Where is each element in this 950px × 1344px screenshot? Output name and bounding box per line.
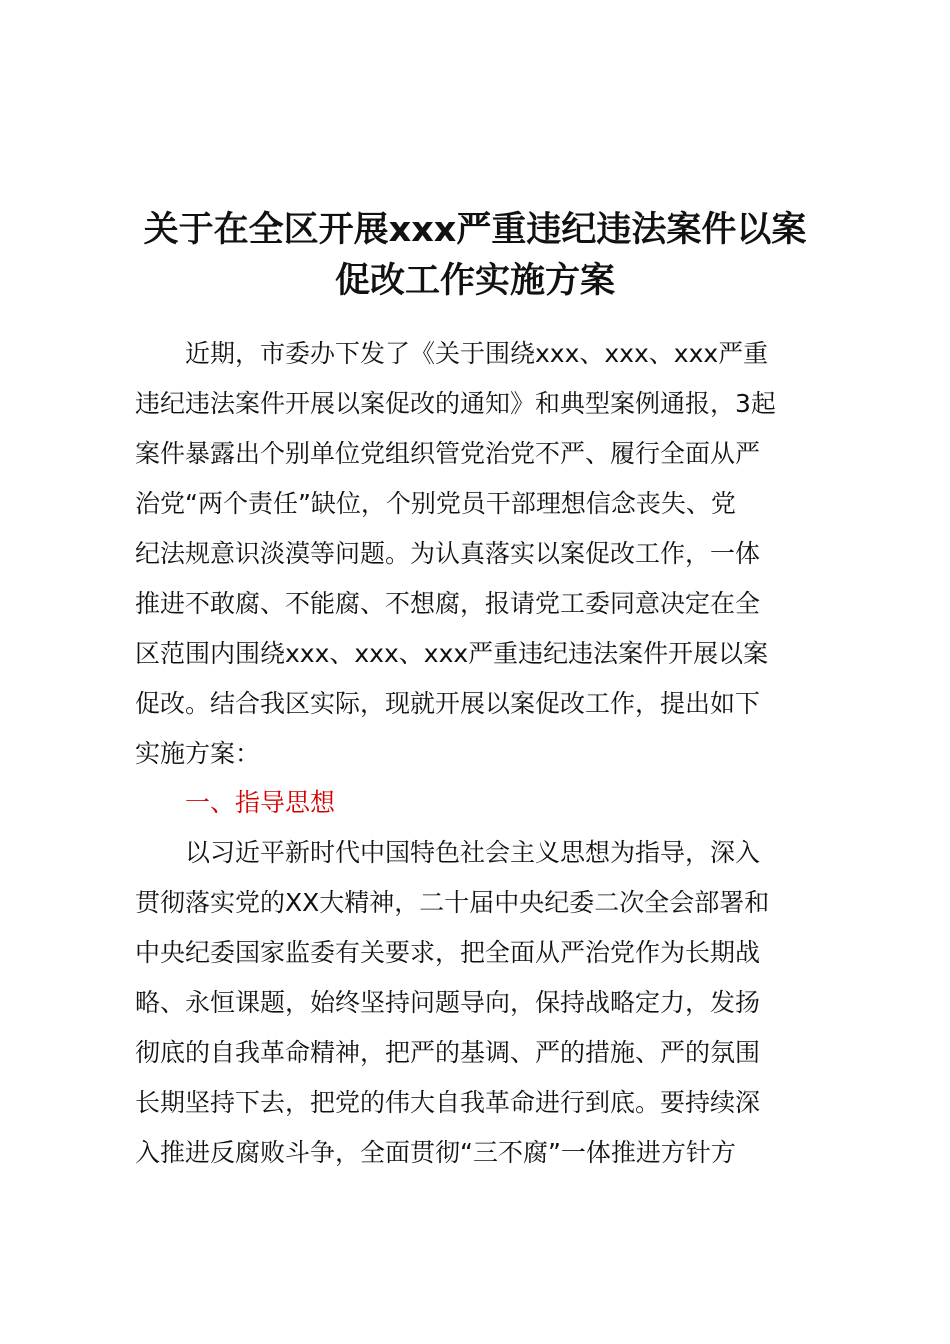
paragraph-line: 近期，市委办下发了《关于围绕xxx、xxx、xxx严重 bbox=[185, 339, 769, 368]
paragraph-line: 略、永恒课题，始终坚持问题导向，保持战略定力，发扬 bbox=[135, 988, 761, 1017]
paragraph-line: 贯彻落实党的XX大精神，二十届中央纪委二次全会部署和 bbox=[135, 888, 770, 917]
document-title-line-2: 促改工作实施方案 bbox=[334, 261, 615, 301]
paragraph-line: 案件暴露出个别单位党组织管党治党不严、履行全面从严 bbox=[135, 439, 761, 468]
paragraph-line: 彻底的自我革命精神，把严的基调、严的措施、严的氛围 bbox=[135, 1038, 761, 1067]
paragraph-line: 治党“两个责任”缺位，个别党员干部理想信念丧失、党 bbox=[135, 489, 736, 518]
section-heading: 一、指导思想 bbox=[185, 788, 336, 817]
paragraph-line: 区范围内围绕xxx、xxx、xxx严重违纪违法案件开展以案 bbox=[135, 639, 769, 668]
paragraph-line: 入推进反腐败斗争，全面贯彻“三不腐”一体推进方针方 bbox=[135, 1138, 736, 1167]
document-title-line-1: 关于在全区开展xxx严重违纪违法案件以案 bbox=[143, 210, 807, 250]
paragraph-line: 中央纪委国家监委有关要求，把全面从严治党作为长期战 bbox=[135, 938, 761, 967]
paragraph-line: 推进不敢腐、不能腐、不想腐，报请党工委同意决定在全 bbox=[135, 589, 761, 618]
paragraph-line: 以习近平新时代中国特色社会主义思想为指导，深入 bbox=[185, 838, 761, 867]
paragraph-line: 促改。结合我区实际，现就开展以案促改工作，提出如下 bbox=[135, 689, 761, 718]
paragraph-line: 实施方案： bbox=[135, 739, 261, 768]
paragraph-line: 违纪违法案件开展以案促改的通知》和典型案例通报，3起 bbox=[135, 389, 776, 418]
paragraph-line: 长期坚持下去，把党的伟大自我革命进行到底。要持续深 bbox=[135, 1088, 761, 1117]
paragraph-line: 纪法规意识淡漠等问题。为认真落实以案促改工作，一体 bbox=[135, 539, 761, 568]
